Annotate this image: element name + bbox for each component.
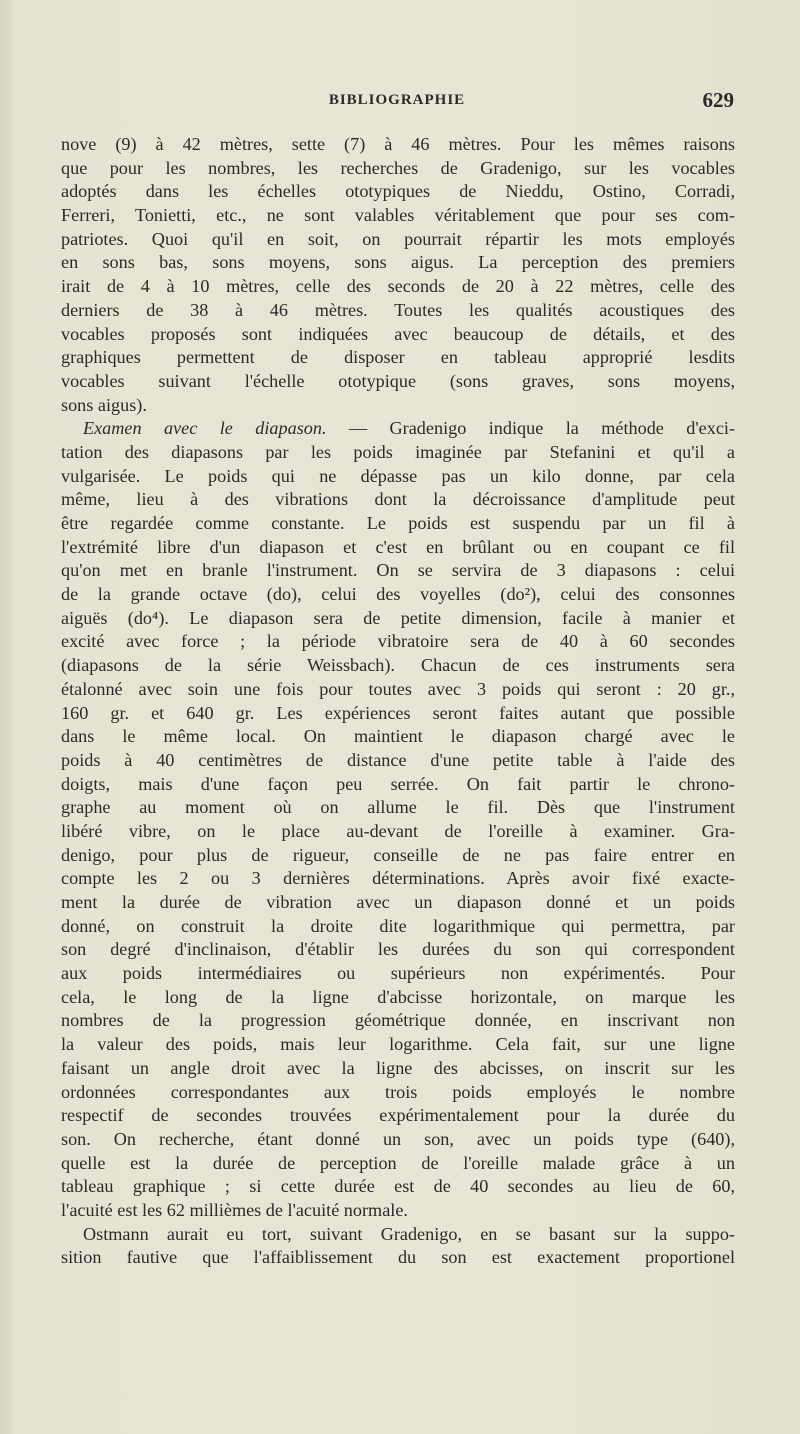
running-header: [60, 88, 734, 118]
text-line: patriotes. Quoi qu'il en soit, on pourrait répartir les mots employés: [61, 228, 735, 249]
text-line: vulgarisée. Le poids qui ne dépasse pas un kilo donne, par cela: [61, 465, 735, 486]
body-text: [61, 133, 735, 1270]
text-line: aux poids intermédiaires ou supérieurs non expérimentés. Pour: [61, 963, 735, 984]
text-line: même, lieu à des vibrations dont la décroissance d'amplitude peut: [61, 489, 735, 510]
text-line: ordonnées correspondantes aux trois poids employés le nombre: [61, 1081, 735, 1102]
text-line: nove (9) à 42 mètres, sette (7) à 46 mètres. Pour les mêmes raisons: [61, 134, 735, 154]
text-line: 160 gr. et 640 gr. Les expériences seront faites autant que possible: [61, 702, 735, 723]
text-line: respectif de secondes trouvées expérimentalement pour la durée du: [61, 1105, 735, 1126]
page-number: 629: [702, 88, 734, 112]
text-line: compte les 2 ou 3 dernières déterminations. Après avoir fixé exacte-: [61, 868, 735, 889]
text-line: vocables proposés sont indiquées avec beaucoup de détails, et des: [61, 323, 735, 344]
text-line: aiguës (do⁴). Le diapason sera de petite dimension, facile à manier et: [61, 607, 735, 628]
text-line: étalonné avec soin une fois pour toutes avec 3 poids qui seront : 20 gr.,: [61, 678, 735, 699]
text-line: graphiques permettent de disposer en tableau approprié lesdits: [61, 347, 735, 368]
text-line: quelle est la durée de perception de l'oreille malade grâce à un: [61, 1152, 735, 1173]
text-line: la valeur des poids, mais leur logarithme. Cela fait, sur une ligne: [61, 1034, 735, 1055]
text-line: cela, le long de la ligne d'abcisse horizontale, on marque les: [61, 986, 735, 1007]
text-line: denigo, pour plus de rigueur, conseille de ne pas faire entrer en: [61, 844, 735, 865]
text-line: doigts, mais d'une façon peu serrée. On fait partir le chrono-: [61, 773, 735, 794]
text-line: (diapasons de la série Weissbach). Chacun de ces instruments sera: [61, 655, 735, 676]
text-line: excité avec force ; la période vibratoire sera de 40 à 60 secondes: [61, 631, 735, 652]
text-line: ment la durée de vibration avec un diapason donné et un poids: [61, 892, 735, 912]
section-heading-italic: Examen avec le diapason.: [83, 418, 327, 439]
text-line: tation des diapasons par les poids imaginée par Stefanini et qu'il a: [61, 441, 735, 462]
text-line: son degré d'inclinaison, d'établir les durées du son qui correspondent: [61, 939, 735, 960]
text-line: son. On recherche, étant donné un son, avec un poids type (640),: [61, 1128, 735, 1149]
text-line: que pour les nombres, les recherches de Gradenigo, sur les vocables: [61, 157, 735, 178]
text-line: l'acuité est les 62 millièmes de l'acuité normale.: [61, 1199, 408, 1220]
text-line: poids à 40 centimètres de distance d'une petite table à l'aide des: [61, 749, 735, 770]
text-line: irait de 4 à 10 mètres, celle des seconds de 20 à 22 mètres, celle des: [61, 276, 735, 297]
text-line: donné, on construit la droite dite logarithmique qui permettra, par: [61, 915, 735, 936]
text-line: tableau graphique ; si cette durée est de 40 secondes au lieu de 60,: [61, 1176, 735, 1197]
text-line: derniers de 38 à 46 mètres. Toutes les qualités acoustiques des: [61, 299, 735, 320]
text-line: l'extrémité libre d'un diapason et c'est en brûlant ou en coupant ce fil: [61, 536, 735, 557]
text-line: nombres de la progression géométrique donnée, en inscrivant non: [61, 1010, 735, 1031]
text-line: en sons bas, sons moyens, sons aigus. La perception des premiers: [61, 252, 735, 273]
text-line: vocables suivant l'échelle ototypique (sons graves, sons moyens,: [61, 370, 735, 391]
text-line: Ferreri, Tonietti, etc., ne sont valables véritablement que pour ses com-: [61, 205, 735, 226]
paragraph-start: [61, 417, 735, 441]
text-line: libéré vibre, on le place au-devant de l'oreille à examiner. Gra-: [61, 820, 735, 841]
text-line: être regardée comme constante. Le poids est suspendu par un fil à: [61, 513, 735, 533]
text-line: graphe au moment où on allume le fil. Dès que l'instrument: [61, 797, 735, 818]
text-line: dans le même local. On maintient le diapason chargé avec le: [61, 726, 735, 747]
text-line: Ostmann aurait eu tort, suivant Gradenigo, en se basant sur la suppo-: [83, 1223, 735, 1244]
text-line: sition fautive que l'affaiblissement du son est exactement proportionel: [61, 1247, 735, 1268]
running-title: BIBLIOGRAPHIE: [328, 92, 466, 108]
text-line: de la grande octave (do), celui des voyelles (do²), celui des consonnes: [61, 584, 735, 605]
text-line: sons aigus).: [61, 394, 147, 415]
text-fragment: — Gradenigo indique la méthode d'exci-: [348, 418, 735, 439]
text-line: qu'on met en branle l'instrument. On se servira de 3 diapasons : celui: [61, 560, 735, 581]
text-line: faisant un angle droit avec la ligne des abcisses, on inscrit sur les: [61, 1057, 735, 1078]
text-line: adoptés dans les échelles ototypiques de Nieddu, Ostino, Corradi,: [61, 181, 735, 202]
